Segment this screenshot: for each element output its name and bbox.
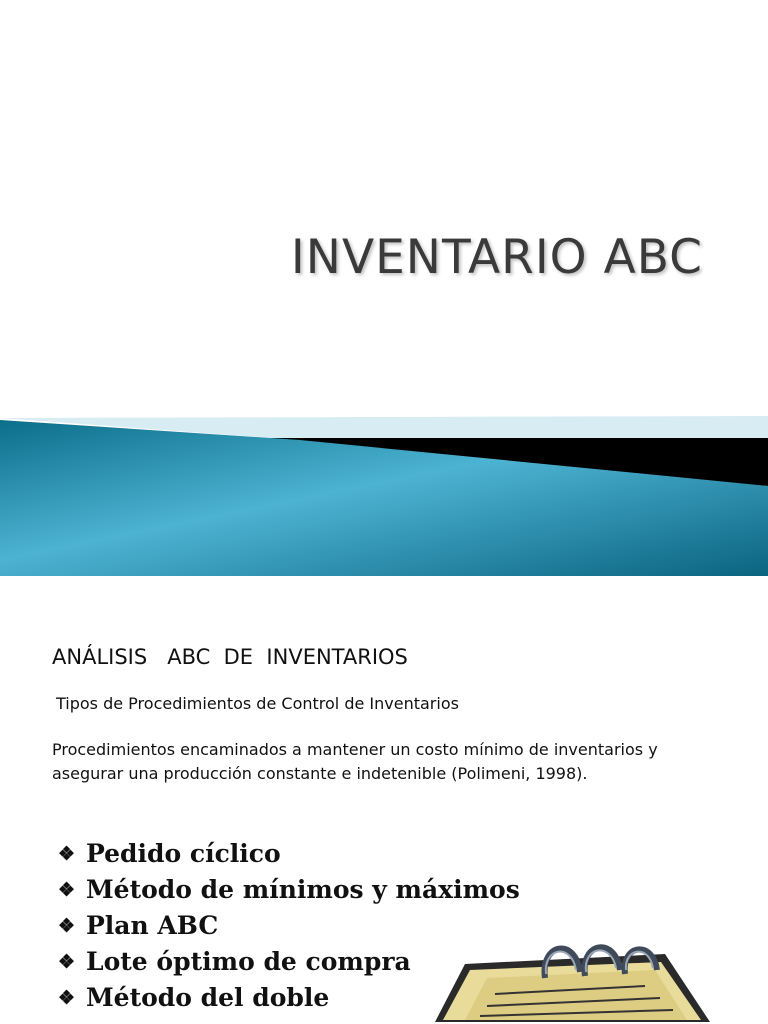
slide-heading: ANÁLISIS ABC DE INVENTARIOS xyxy=(52,645,408,669)
content-slide xyxy=(0,576,768,1024)
list-item-label: Plan ABC xyxy=(86,911,219,940)
diamond-bullet-icon: ❖ xyxy=(58,843,76,865)
diamond-bullet-icon: ❖ xyxy=(58,915,76,937)
diamond-bullet-icon: ❖ xyxy=(58,951,76,973)
slide-paragraph: Procedimientos encaminados a mantener un costo mínimo de inventarios y asegurar una producción constante e indetenible (Polimeni, 1998). xyxy=(52,740,658,783)
slide-subheading: Tipos de Procedimientos de Control de Inventarios xyxy=(56,694,459,713)
list-item xyxy=(58,836,520,872)
slide-title: INVENTARIO ABC xyxy=(290,230,703,285)
list-item-label: Método del doble xyxy=(86,983,330,1012)
list-item-label: Método de mínimos y máximos xyxy=(86,875,520,904)
list-item xyxy=(58,872,520,908)
diamond-bullet-icon: ❖ xyxy=(58,879,76,901)
spiral-notebook-icon xyxy=(425,934,715,1024)
list-item-label: Pedido cíclico xyxy=(86,839,281,868)
list-item-label: Lote óptimo de compra xyxy=(86,947,411,976)
diamond-bullet-icon: ❖ xyxy=(58,987,76,1009)
